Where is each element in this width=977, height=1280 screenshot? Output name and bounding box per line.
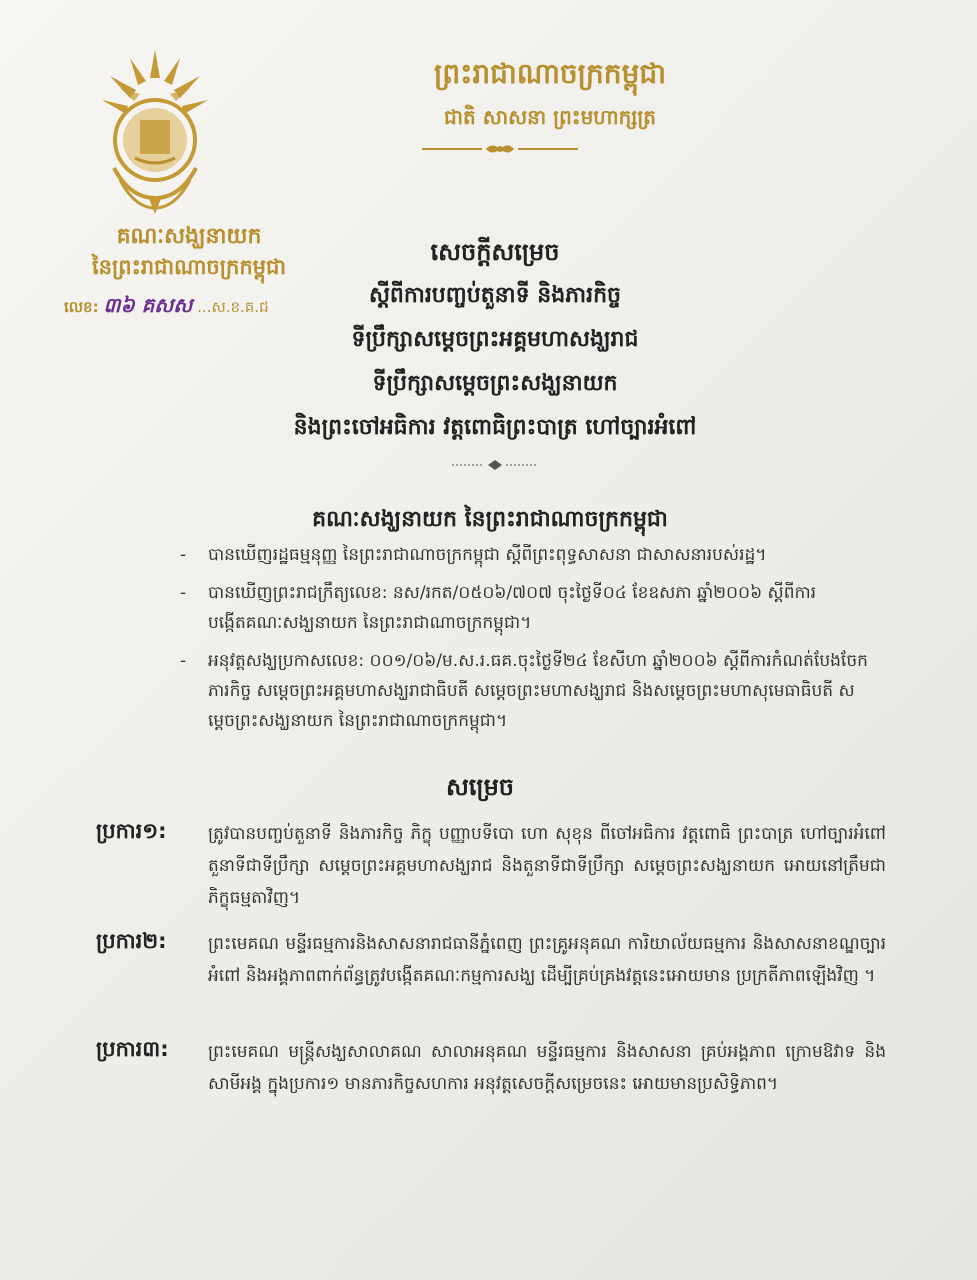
article-text: ត្រូវបានបញ្ចប់តួនាទី និងភារកិច្ច ភិក្ខុ បញ្ញាបទីបោ ហោ សុខុន ពីចៅអធិការ វត្តពោធិ ព្រះបាត្រ ហៅច្បារអំពៅ តួនាទីជាទីប្រឹក្សា សម្តេចព្រះអគ្គមហាសង្ឃរាជ និងតួនាទីជាទីប្រឹក្សា សម្តេចព្រះសង្ឃនាយក អោយនៅត្រឹមជា ភិក្ខុធម្មតាវិញ។ — [208, 824, 886, 908]
issuer-name: គណៈសង្ឃនាយក — [116, 224, 262, 249]
article-text: ព្រះមេគណ មន្ទីរធម្មការនិងសាសនារាជធានីភ្នំពេញ ព្រះគ្រូអនុគណ ការិយាល័យធម្មការ និងសាសនាខណ្ឌច្បារអំពៅ និងអង្គភាពពាក់ព័ន្ធត្រូវបង្កើតគណៈកម្មការសង្ឃ ដើម្បីគ្រប់គ្រងវត្តនេះអោយមាន ប្រក្រតីភាពឡើងវិញ ។ — [208, 934, 886, 986]
article-2 — [96, 928, 886, 992]
article-3 — [96, 1036, 886, 1100]
article-text: ព្រះមេគណ មន្ត្រីសង្ឃសាលាគណ សាលាអនុគណ មន្ទីរធម្មការ និងសាសនា គ្រប់អង្គភាព ក្រោមឱវាទ និងសាមីអង្គ ក្នុងប្រការ១ មានភារកិច្ចសហការ អនុវត្តសេចក្តីសម្រេចនេះ អោយមានប្រសិទ្ធិភាព។ — [208, 1042, 886, 1094]
bullet-dash: - — [180, 545, 187, 565]
national-motto: ជាតិ សាសនា ព្រះមហាក្សត្រ — [444, 105, 656, 129]
decision-heading: សម្រេច — [445, 773, 515, 801]
article-1 — [96, 818, 886, 914]
kingdom-title: ព្រះរាជាណាចក្រកម្ពុជា — [433, 57, 666, 90]
list-item — [180, 540, 880, 570]
council-heading: គណៈសង្ឃនាយក នៃព្រះរាជាណាចក្រកម្ពុជា — [312, 507, 668, 532]
decision-title — [200, 230, 790, 450]
ornament-divider-icon — [450, 458, 540, 472]
clause-text: បានឃើញរដ្ឋធម្មនុញ្ញ នៃព្រះរាជាណាចក្រកម្ពុជា ស្តីពីព្រះពុទ្ធសាសនា ជាសាសនារបស់រដ្ឋ។ — [208, 545, 767, 565]
title-line: ទីប្រឹក្សាសម្តេចព្រះសង្ឃនាយក — [372, 371, 618, 396]
article-label: ប្រការ៣: — [96, 1037, 169, 1061]
preamble-clauses — [180, 540, 880, 744]
bullet-dash: - — [180, 583, 187, 603]
issuer-country: នៃព្រះរាជាណាចក្រកម្ពុជា — [91, 255, 286, 279]
clause-text: អនុវត្តសង្ឃប្រកាសលេខ: ០០១/០៦/ម.ស.រ.ធគ.ចុះថ្ងៃទី២៤ ខែសីហា ឆ្នាំ២០០៦ ស្តីពីការកំណត់បែងចែកភារកិច្ច សម្តេចព្រះអគ្គមហាសង្ឃរាជាធិបតី សម្តេចព្រះមហាសង្ឃរាជ និងសម្តេចព្រះមហាសុមេធាធិបតី សម្តេចព្រះសង្ឃនាយក នៃព្រះរាជាណាចក្រកម្ពុជា។ — [208, 651, 868, 731]
list-item — [180, 578, 880, 638]
royal-emblem-icon — [100, 48, 210, 218]
article-label: ប្រការ១: — [96, 819, 167, 843]
list-item — [180, 646, 880, 736]
reference-handwritten: ៣៦ គសស — [103, 293, 193, 317]
title-line: សេចក្តីសម្រេច — [430, 238, 560, 266]
clause-text: បានឃើញព្រះរាជក្រឹត្យលេខ: នស/រកត/០៥០៦/៧០៧ ចុះថ្ងៃទី០៤ ខែឧសភា ឆ្នាំ២០០៦ ស្តីពីការបង្កើតគណៈសង្ឃនាយក នៃព្រះរាជាណាចក្រកម្ពុជា។ — [208, 583, 817, 633]
title-line: ស្តីពីការបញ្ចប់តួនាទី និងភារកិច្ច — [368, 283, 622, 308]
bullet-dash: - — [180, 651, 187, 671]
title-line: និងព្រះចៅអធិការ វត្តពោធិព្រះបាត្រ ហៅច្បារអំពៅ — [293, 415, 697, 440]
title-line: ទីប្រឹក្សាសម្តេចព្រះអគ្គមហាសង្ឃរាជ — [351, 327, 639, 352]
ornament-divider-icon — [420, 140, 580, 158]
reference-suffix: ...ស.ខ.គ.ជ — [197, 298, 269, 316]
article-label: ប្រការ២: — [96, 929, 167, 953]
reference-label: លេខ: — [64, 298, 99, 316]
